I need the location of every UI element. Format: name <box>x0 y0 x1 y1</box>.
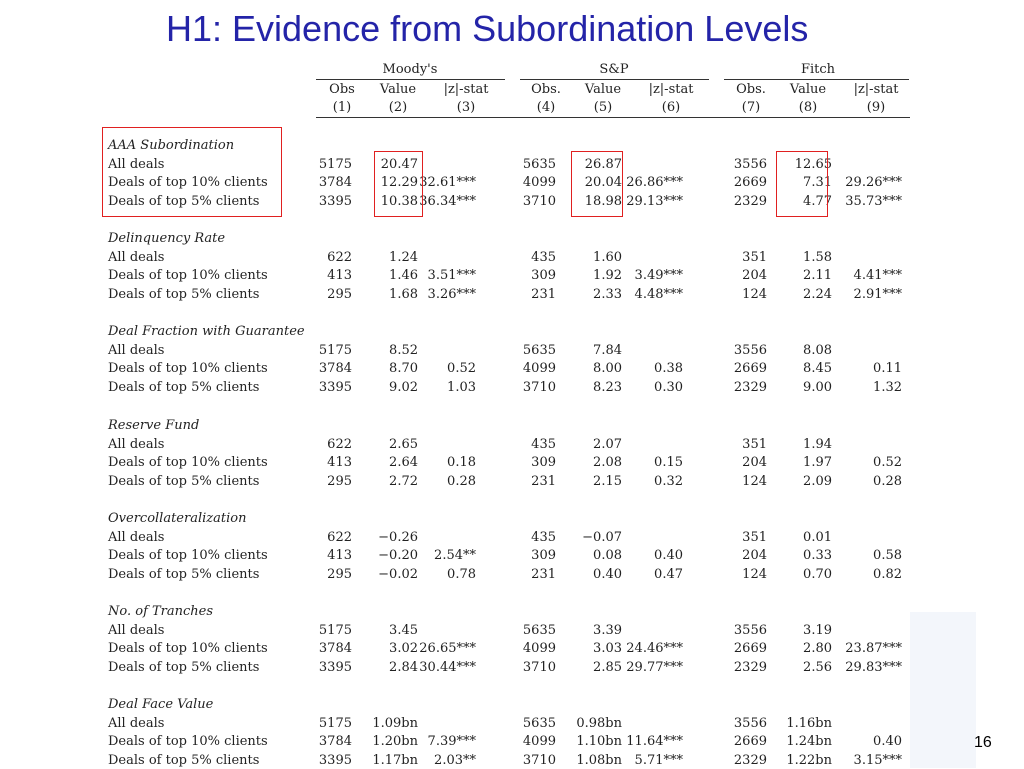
table-cell: 0.58 <box>873 548 902 563</box>
highlight-box-aaa-labels <box>102 127 282 217</box>
table-cell: 2329 <box>733 753 767 768</box>
table-cell: 295 <box>327 567 352 582</box>
table-cell: 20.47 <box>380 157 418 172</box>
table-cell: 0.33 <box>803 548 832 563</box>
column-header-label: Obs. <box>531 82 561 97</box>
table-cell: 0.28 <box>447 474 476 489</box>
column-header-number: (2) <box>388 100 408 115</box>
table-cell: 3784 <box>318 361 352 376</box>
table-cell: 0.32 <box>654 474 683 489</box>
section-heading: Overcollateralization <box>108 511 247 526</box>
table-cell: 4.77 <box>803 194 832 209</box>
table-cell: 124 <box>742 474 767 489</box>
table-cell: 0.01 <box>803 530 832 545</box>
row-label: All deals <box>108 716 165 731</box>
column-header-label: |z|-stat <box>853 82 899 97</box>
table-cell: 3556 <box>733 343 767 358</box>
table-cell: −0.26 <box>378 530 418 545</box>
table-cell: 2.91*** <box>853 287 902 302</box>
table-cell: 0.11 <box>873 361 902 376</box>
table-cell: 1.92 <box>593 268 622 283</box>
table-cell: 309 <box>531 455 556 470</box>
table-cell: 0.52 <box>447 361 476 376</box>
row-label: Deals of top 5% clients <box>108 287 260 302</box>
table-cell: 2669 <box>733 175 767 190</box>
row-label: Deals of top 10% clients <box>108 361 268 376</box>
section-heading: Deal Fraction with Guarantee <box>108 324 305 339</box>
row-label: All deals <box>108 157 165 172</box>
table-cell: 413 <box>327 268 352 283</box>
table-cell: 2.09 <box>803 474 832 489</box>
table-cell: 2669 <box>733 641 767 656</box>
table-cell: 8.45 <box>803 361 832 376</box>
table-cell: 3.15*** <box>853 753 902 768</box>
table-cell: 231 <box>531 474 556 489</box>
table-cell: 204 <box>742 548 767 563</box>
agency-header: S&P <box>599 62 629 77</box>
table-cell: 0.78 <box>447 567 476 582</box>
column-header-label: Value <box>379 82 417 97</box>
table-cell: 413 <box>327 455 352 470</box>
table-cell: 0.47 <box>654 567 683 582</box>
table-cell: 4099 <box>522 175 556 190</box>
table-cell: 0.38 <box>654 361 683 376</box>
highlight-box-sp-value <box>571 151 623 217</box>
table-cell: 3556 <box>733 157 767 172</box>
table-cell: 1.20bn <box>372 734 418 749</box>
table-cell: 2.11 <box>803 268 832 283</box>
table-cell: −0.07 <box>582 530 622 545</box>
row-label: Deals of top 5% clients <box>108 753 260 768</box>
table-cell: 0.52 <box>873 455 902 470</box>
table-cell: 11.64*** <box>626 734 683 749</box>
row-label: All deals <box>108 437 165 452</box>
column-header-label: |z|-stat <box>648 82 694 97</box>
column-header-number: (9) <box>866 100 886 115</box>
table-cell: 5175 <box>318 157 352 172</box>
table-cell: 309 <box>531 268 556 283</box>
table-cell: 622 <box>327 437 352 452</box>
table-cell: 2.07 <box>593 437 622 452</box>
table-cell: 0.40 <box>654 548 683 563</box>
section-heading: Deal Face Value <box>108 697 214 712</box>
table-cell: 3.26*** <box>427 287 476 302</box>
table-cell: 3784 <box>318 175 352 190</box>
table-cell: 8.00 <box>593 361 622 376</box>
table-cell: 26.86*** <box>626 175 683 190</box>
table-cell: 2329 <box>733 380 767 395</box>
highlight-box-moodys-value <box>374 151 423 217</box>
table-cell: 3.19 <box>803 623 832 638</box>
column-header-label: |z|-stat <box>443 82 489 97</box>
header-bottom-rule <box>316 117 910 118</box>
table-cell: 26.65*** <box>419 641 476 656</box>
table-cell: 295 <box>327 474 352 489</box>
table-cell: 7.84 <box>593 343 622 358</box>
row-label: Deals of top 5% clients <box>108 474 260 489</box>
table-cell: 0.98bn <box>576 716 622 731</box>
row-label: Deals of top 5% clients <box>108 194 260 209</box>
table-cell: 9.02 <box>389 380 418 395</box>
table-cell: 3.49*** <box>634 268 683 283</box>
table-cell: 5635 <box>522 716 556 731</box>
table-cell: 1.58 <box>803 250 832 265</box>
column-header-label: Value <box>789 82 827 97</box>
row-label: All deals <box>108 250 165 265</box>
table-cell: 29.83*** <box>845 660 902 675</box>
row-label: Deals of top 10% clients <box>108 548 268 563</box>
table-cell: 2669 <box>733 734 767 749</box>
table-cell: 8.23 <box>593 380 622 395</box>
table-cell: 1.24 <box>389 250 418 265</box>
table-cell: 8.52 <box>389 343 418 358</box>
table-cell: 8.08 <box>803 343 832 358</box>
table-cell: 0.15 <box>654 455 683 470</box>
table-cell: 2.24 <box>803 287 832 302</box>
table-cell: 1.32 <box>873 380 902 395</box>
table-cell: 0.28 <box>873 474 902 489</box>
table-cell: 5175 <box>318 623 352 638</box>
table-cell: 435 <box>531 250 556 265</box>
table-cell: 3395 <box>318 753 352 768</box>
table-cell: 2.15 <box>593 474 622 489</box>
column-header-number: (4) <box>536 100 556 115</box>
row-label: Deals of top 5% clients <box>108 567 260 582</box>
table-cell: 0.08 <box>593 548 622 563</box>
highlight-box-fitch-value <box>776 151 828 217</box>
table-cell: 3.39 <box>593 623 622 638</box>
agency-underline <box>520 79 709 80</box>
column-header-number: (3) <box>456 100 476 115</box>
table-cell: 2329 <box>733 660 767 675</box>
table-cell: 309 <box>531 548 556 563</box>
table-cell: 3710 <box>522 753 556 768</box>
table-cell: 124 <box>742 287 767 302</box>
table-cell: 413 <box>327 548 352 563</box>
table-cell: 2.85 <box>593 660 622 675</box>
table-cell: 5635 <box>522 157 556 172</box>
table-cell: 2.56 <box>803 660 832 675</box>
table-cell: 2.65 <box>389 437 418 452</box>
table-cell: 2329 <box>733 194 767 209</box>
row-label: Deals of top 5% clients <box>108 380 260 395</box>
background-panel <box>910 612 976 768</box>
section-heading: Delinquency Rate <box>108 231 226 246</box>
table-cell: 1.22bn <box>786 753 832 768</box>
table-cell: 231 <box>531 287 556 302</box>
table-cell: 3395 <box>318 194 352 209</box>
table-cell: 351 <box>742 437 767 452</box>
table-cell: 2.64 <box>389 455 418 470</box>
table-cell: 0.40 <box>593 567 622 582</box>
section-heading: Reserve Fund <box>108 418 200 433</box>
table-cell: 2.03** <box>434 753 476 768</box>
table-cell: 10.38 <box>380 194 418 209</box>
table-cell: 1.03 <box>447 380 476 395</box>
table-cell: 204 <box>742 268 767 283</box>
table-cell: 4099 <box>522 361 556 376</box>
table-cell: 35.73*** <box>845 194 902 209</box>
table-cell: 29.13*** <box>626 194 683 209</box>
table-cell: 5635 <box>522 623 556 638</box>
table-cell: 9.00 <box>803 380 832 395</box>
table-cell: 5635 <box>522 343 556 358</box>
table-cell: 12.65 <box>794 157 832 172</box>
table-cell: 7.39*** <box>427 734 476 749</box>
agency-header: Fitch <box>800 62 836 77</box>
table-cell: 1.10bn <box>576 734 622 749</box>
column-header-label: Obs <box>329 82 355 97</box>
table-cell: 8.70 <box>389 361 418 376</box>
table-cell: 26.87 <box>584 157 622 172</box>
table-cell: 124 <box>742 567 767 582</box>
agency-header: Moody's <box>382 62 438 77</box>
table-cell: 4099 <box>522 734 556 749</box>
table-cell: 4.41*** <box>853 268 902 283</box>
table-cell: 29.26*** <box>845 175 902 190</box>
table-cell: 3.51*** <box>427 268 476 283</box>
table-cell: 1.68 <box>389 287 418 302</box>
table-cell: 3556 <box>733 623 767 638</box>
row-label: Deals of top 5% clients <box>108 660 260 675</box>
table-cell: 20.04 <box>584 175 622 190</box>
row-label: All deals <box>108 623 165 638</box>
row-label: Deals of top 10% clients <box>108 268 268 283</box>
table-cell: 2669 <box>733 361 767 376</box>
column-header-label: Value <box>584 82 622 97</box>
column-header-number: (5) <box>593 100 613 115</box>
table-cell: 3784 <box>318 641 352 656</box>
table-cell: 0.70 <box>803 567 832 582</box>
table-cell: 435 <box>531 530 556 545</box>
table-cell: 231 <box>531 567 556 582</box>
table-cell: −0.20 <box>378 548 418 563</box>
table-cell: 2.84 <box>389 660 418 675</box>
table-cell: 351 <box>742 250 767 265</box>
row-label: Deals of top 10% clients <box>108 175 268 190</box>
table-cell: 7.31 <box>803 175 832 190</box>
slide-title: H1: Evidence from Subordination Levels <box>166 8 809 49</box>
table-cell: 0.18 <box>447 455 476 470</box>
table-cell: 295 <box>327 287 352 302</box>
column-header-number: (6) <box>661 100 681 115</box>
table-cell: 622 <box>327 530 352 545</box>
table-cell: −0.02 <box>378 567 418 582</box>
column-header-number: (7) <box>741 100 761 115</box>
row-label: All deals <box>108 530 165 545</box>
table-cell: 0.40 <box>873 734 902 749</box>
table-cell: 23.87*** <box>845 641 902 656</box>
table-cell: 0.30 <box>654 380 683 395</box>
table-cell: 3.03 <box>593 641 622 656</box>
table-cell: 351 <box>742 530 767 545</box>
section-heading: No. of Tranches <box>108 604 214 619</box>
table-cell: 204 <box>742 455 767 470</box>
table-cell: 0.82 <box>873 567 902 582</box>
table-cell: 18.98 <box>584 194 622 209</box>
table-cell: 3395 <box>318 380 352 395</box>
table-cell: 1.97 <box>803 455 832 470</box>
row-label: Deals of top 10% clients <box>108 455 268 470</box>
table-cell: 12.29 <box>380 175 418 190</box>
table-cell: 3.02 <box>389 641 418 656</box>
table-cell: 3710 <box>522 194 556 209</box>
table-cell: 1.24bn <box>786 734 832 749</box>
row-label: Deals of top 10% clients <box>108 641 268 656</box>
section-heading: AAA Subordination <box>108 138 235 153</box>
table-cell: 5.71*** <box>634 753 683 768</box>
table-cell: 29.77*** <box>626 660 683 675</box>
table-cell: 5175 <box>318 716 352 731</box>
table-cell: 3784 <box>318 734 352 749</box>
column-header-number: (1) <box>332 100 352 115</box>
table-cell: 2.08 <box>593 455 622 470</box>
table-cell: 3395 <box>318 660 352 675</box>
table-cell: 2.54** <box>434 548 476 563</box>
table-cell: 3556 <box>733 716 767 731</box>
page-number: 16 <box>974 734 992 751</box>
column-header-number: (8) <box>798 100 818 115</box>
table-cell: 1.16bn <box>786 716 832 731</box>
table-cell: 4099 <box>522 641 556 656</box>
table-cell: 4.48*** <box>634 287 683 302</box>
table-cell: 30.44*** <box>419 660 476 675</box>
table-cell: 5175 <box>318 343 352 358</box>
table-cell: 622 <box>327 250 352 265</box>
table-cell: 36.34*** <box>419 194 476 209</box>
table-cell: 1.60 <box>593 250 622 265</box>
row-label: Deals of top 10% clients <box>108 734 268 749</box>
table-cell: 1.17bn <box>372 753 418 768</box>
table-cell: 2.80 <box>803 641 832 656</box>
agency-underline <box>316 79 505 80</box>
table-cell: 3710 <box>522 380 556 395</box>
agency-underline <box>724 79 909 80</box>
table-cell: 1.08bn <box>576 753 622 768</box>
table-cell: 1.46 <box>389 268 418 283</box>
table-cell: 3710 <box>522 660 556 675</box>
table-cell: 24.46*** <box>626 641 683 656</box>
row-label: All deals <box>108 343 165 358</box>
table-cell: 2.72 <box>389 474 418 489</box>
table-cell: 32.61*** <box>419 175 476 190</box>
table-cell: 2.33 <box>593 287 622 302</box>
table-cell: 1.94 <box>803 437 832 452</box>
column-header-label: Obs. <box>736 82 766 97</box>
table-cell: 3.45 <box>389 623 418 638</box>
table-cell: 1.09bn <box>372 716 418 731</box>
table-cell: 435 <box>531 437 556 452</box>
